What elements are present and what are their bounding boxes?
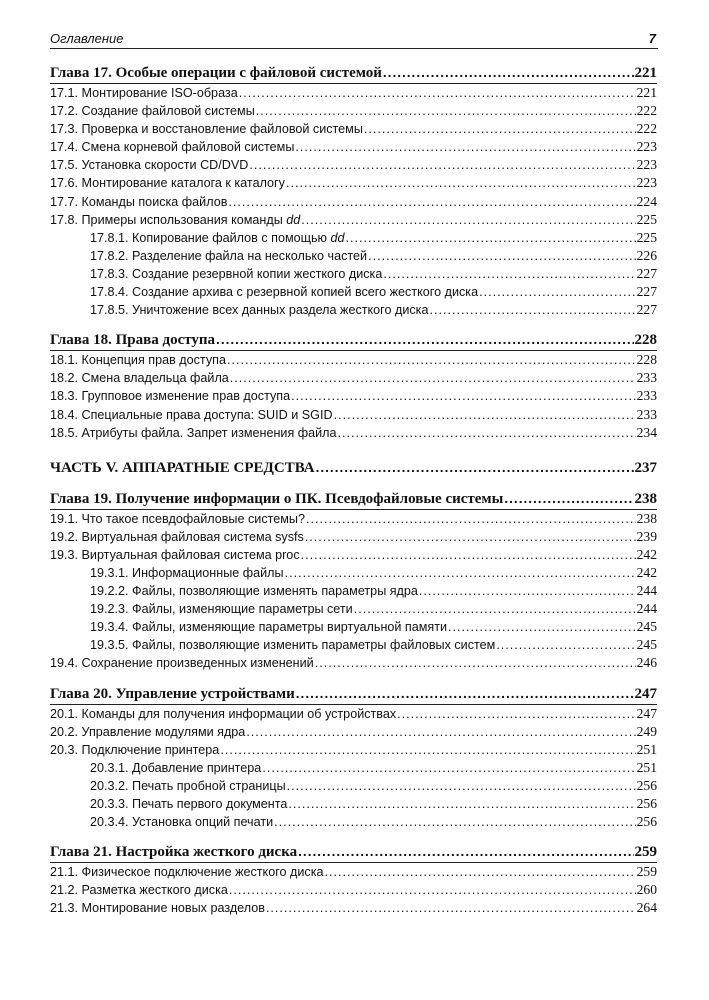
dot-leader xyxy=(230,369,636,387)
toc-page-number: 224 xyxy=(636,193,657,209)
toc-page-number: 251 xyxy=(636,759,657,775)
dot-leader xyxy=(216,331,633,349)
toc-page-number: 227 xyxy=(636,284,657,300)
dot-leader xyxy=(429,301,635,319)
toc-page-number: 249 xyxy=(636,723,657,739)
toc-entry-title: 18.3. Групповое изменение прав доступа xyxy=(50,389,291,404)
toc-entry[interactable] xyxy=(50,813,657,831)
toc-gap xyxy=(50,442,657,459)
toc-page-number: 221 xyxy=(634,65,657,81)
dot-leader xyxy=(316,459,634,477)
dot-leader xyxy=(220,741,635,759)
toc-page-number: 246 xyxy=(636,655,657,671)
toc-entry[interactable] xyxy=(50,863,657,881)
toc-page-number: 256 xyxy=(636,777,657,793)
dot-leader xyxy=(315,654,636,672)
dot-leader xyxy=(448,618,636,636)
toc-entry-title: 17.1. Монтирование ISO-образа xyxy=(50,86,238,100)
dot-leader xyxy=(338,424,636,442)
dot-leader xyxy=(256,102,636,120)
toc-entry[interactable] xyxy=(50,636,657,654)
toc-entry-title: 20.3.3. Печать первого документа xyxy=(90,797,288,811)
toc-entry-title: 17.3. Проверка и восстановление файловой системы xyxy=(50,122,363,137)
toc-page-number: 245 xyxy=(636,637,657,653)
dot-leader xyxy=(504,490,633,508)
toc-page-number: 233 xyxy=(636,406,657,422)
toc-entry-title: 17.8.3. Создание резервной копии жесткого диска xyxy=(90,266,383,281)
dot-leader xyxy=(285,564,636,582)
dot-leader xyxy=(266,899,636,917)
toc-entry[interactable] xyxy=(50,881,657,899)
running-title: Оглавление xyxy=(50,31,124,46)
toc-gap xyxy=(50,319,657,331)
dot-leader xyxy=(239,84,636,102)
dot-leader xyxy=(249,156,635,174)
toc-chapter[interactable] xyxy=(50,843,657,863)
toc-page-number: 259 xyxy=(634,844,657,861)
toc-entry-title: 17.2. Создание файловой системы xyxy=(50,104,255,119)
toc-entry[interactable] xyxy=(50,741,657,759)
toc-entry[interactable] xyxy=(50,618,657,636)
toc-page-number: 244 xyxy=(636,601,657,617)
toc-page-number: 238 xyxy=(634,490,657,507)
toc-entry-title: 19.3.4. Файлы, изменяющие параметры виртуальной памяти xyxy=(90,620,448,635)
dot-leader xyxy=(383,265,635,283)
dot-leader xyxy=(397,705,635,723)
dot-leader xyxy=(346,229,636,247)
toc-entry-title: Глава 19. Получение информации о ПК. Псевдофайловые системы xyxy=(50,490,504,507)
toc-gap xyxy=(50,478,657,490)
dot-leader xyxy=(298,843,633,861)
toc-entry[interactable] xyxy=(50,229,657,247)
dot-leader xyxy=(354,600,636,618)
toc-part[interactable] xyxy=(50,459,657,478)
dot-leader xyxy=(287,777,636,795)
toc-entry[interactable] xyxy=(50,406,657,424)
toc-page-number: 251 xyxy=(636,741,657,757)
toc-entry[interactable] xyxy=(50,777,657,795)
toc-page-number: 264 xyxy=(636,900,657,916)
dot-leader xyxy=(306,510,636,528)
toc-entry[interactable] xyxy=(50,795,657,813)
toc-entry[interactable] xyxy=(50,705,657,723)
toc-page-number: 223 xyxy=(636,175,657,191)
toc-entry-title: 17.4. Смена корневой файловой системы xyxy=(50,140,295,155)
toc-page-number: 233 xyxy=(636,370,657,386)
dot-leader xyxy=(479,283,636,301)
toc-entry[interactable] xyxy=(50,899,657,917)
toc-entry[interactable] xyxy=(50,582,657,600)
toc-entry-title: 19.2.3. Файлы, изменяющие параметры сети xyxy=(90,602,353,617)
dot-leader xyxy=(305,528,636,546)
toc-entry[interactable] xyxy=(50,369,657,387)
toc-chapter[interactable] xyxy=(50,685,657,705)
toc-entry[interactable] xyxy=(50,120,657,138)
toc-entry-title: 20.3.4. Установка опций печати xyxy=(90,815,274,830)
toc-entry-title: 17.8.5. Уничтожение всех данных раздела жесткого диска xyxy=(90,303,429,318)
toc-page-number: 227 xyxy=(636,265,657,281)
toc-page-number: 247 xyxy=(634,685,657,702)
dot-leader xyxy=(383,64,634,82)
toc-entry-title: 17.8.1. Копирование файлов с помощью dd xyxy=(90,230,345,245)
toc-entry[interactable] xyxy=(50,351,657,369)
toc-entry-title: 20.1. Команды для получения информации об устройствах xyxy=(50,706,397,721)
toc-entry-title: 20.3. Подключение принтера xyxy=(50,742,220,757)
toc-entry[interactable] xyxy=(50,193,657,211)
toc-entry[interactable] xyxy=(50,759,657,777)
toc-entry[interactable] xyxy=(50,156,657,174)
toc-entry-title: 17.8.4. Создание архива с резервной копией всего жесткого диска xyxy=(90,285,479,300)
toc-entry-title: 18.4. Специальные права доступа: SUID и SGID xyxy=(50,407,333,422)
toc-entry[interactable] xyxy=(50,102,657,120)
toc-entry-title: 18.5. Атрибуты файла. Запрет изменения файла xyxy=(50,425,337,440)
toc-page-number: 245 xyxy=(636,619,657,635)
dot-leader xyxy=(228,193,635,211)
toc-page-number: 256 xyxy=(636,814,657,830)
toc-page-number: 227 xyxy=(636,302,657,318)
toc-page-number: 242 xyxy=(636,546,657,562)
page-number: 7 xyxy=(648,31,656,46)
toc-gap xyxy=(50,673,657,685)
toc-gap xyxy=(50,831,657,843)
toc-entry-title: 17.8. Примеры использования команды dd xyxy=(50,212,301,227)
toc-page-number: 244 xyxy=(636,583,657,599)
toc-page-number: 223 xyxy=(636,139,657,155)
toc-entry-title: 19.3.5. Файлы, позволяющие изменить параметры файловых систем xyxy=(90,638,496,653)
toc-entry-title: 19.3. Виртуальная файловая система proc xyxy=(50,547,300,562)
toc-entry[interactable] xyxy=(50,138,657,156)
toc-entry[interactable] xyxy=(50,387,657,405)
toc-entry-title: 20.2. Управление модулями ядра xyxy=(50,724,246,739)
toc-page-number: 260 xyxy=(636,882,657,898)
toc-entry[interactable] xyxy=(50,510,657,528)
toc-page-number: 237 xyxy=(634,459,657,476)
toc-page-number: 222 xyxy=(636,103,657,119)
toc-entry[interactable] xyxy=(50,600,657,618)
toc-entry-title: 21.3. Монтирование новых разделов xyxy=(50,901,265,916)
toc-entry-title: 19.3.1. Информационные файлы xyxy=(90,565,284,580)
toc-entry-title: 17.6. Монтирование каталога к каталогу xyxy=(50,176,285,191)
toc-entry[interactable] xyxy=(50,723,657,741)
toc-entry-title: 21.1. Физическое подключение жесткого диска xyxy=(50,865,324,880)
toc-page-number: 233 xyxy=(636,388,657,404)
toc-entry-title: Глава 18. Права доступа xyxy=(50,332,216,349)
toc-entry[interactable] xyxy=(50,546,657,564)
toc-chapter[interactable] xyxy=(50,331,657,351)
toc-page-number: 238 xyxy=(636,510,657,526)
dot-leader xyxy=(364,120,636,138)
toc-page-number: 259 xyxy=(636,864,657,880)
dot-leader xyxy=(291,387,636,405)
toc-page-number: 226 xyxy=(636,247,657,263)
toc-page-number: 225 xyxy=(636,229,657,245)
toc-page-number: 223 xyxy=(636,157,657,173)
toc-page-number: 228 xyxy=(636,352,657,368)
dot-leader xyxy=(325,863,636,881)
dot-leader xyxy=(334,406,636,424)
toc-entry-title: 17.7. Команды поиска файлов xyxy=(50,194,228,209)
table-of-contents xyxy=(50,64,657,917)
dot-leader xyxy=(368,247,636,265)
dot-leader xyxy=(301,546,636,564)
toc-entry-title: 19.4. Сохранение произведенных изменений xyxy=(50,656,314,671)
toc-chapter[interactable] xyxy=(50,490,657,510)
toc-page-number: 239 xyxy=(636,528,657,544)
dot-leader xyxy=(274,813,635,831)
toc-entry[interactable] xyxy=(50,301,657,319)
toc-entry-title: 19.1. Что такое псевдофайловые системы? xyxy=(50,511,305,526)
toc-entry-title: ЧАСТЬ V. АППАРАТНЫЕ СРЕДСТВА xyxy=(50,459,315,476)
toc-page-number: 228 xyxy=(634,332,657,349)
toc-entry-title: 19.2. Виртуальная файловая система sysfs xyxy=(50,529,304,544)
toc-entry-title: Глава 21. Настройка жесткого диска xyxy=(50,844,298,861)
toc-entry-title: 18.2. Смена владельца файла xyxy=(50,371,229,386)
toc-entry-title: Глава 20. Управление устройствами xyxy=(50,685,295,702)
toc-entry[interactable] xyxy=(50,174,657,192)
toc-entry[interactable] xyxy=(50,283,657,301)
toc-page-number: 225 xyxy=(636,211,657,227)
toc-entry[interactable] xyxy=(50,211,657,229)
toc-entry[interactable] xyxy=(50,654,657,672)
toc-page-number: 247 xyxy=(636,705,657,721)
toc-entry[interactable] xyxy=(50,247,657,265)
dot-leader xyxy=(229,881,636,899)
toc-entry-title: 18.1. Концепция прав доступа xyxy=(50,353,226,368)
dot-leader xyxy=(288,795,635,813)
dot-leader xyxy=(286,174,636,192)
dot-leader xyxy=(227,351,636,369)
toc-entry-title: 20.3.2. Печать пробной страницы xyxy=(90,778,286,793)
toc-entry[interactable] xyxy=(50,564,657,582)
toc-entry[interactable] xyxy=(50,424,657,442)
page-header xyxy=(50,28,658,49)
toc-entry-title: Глава 17. Особые операции с файловой системой xyxy=(50,65,382,81)
toc-page-number: 234 xyxy=(636,424,657,440)
toc-page-number: 221 xyxy=(636,85,657,100)
toc-entry[interactable] xyxy=(50,528,657,546)
dot-leader xyxy=(246,723,635,741)
toc-chapter[interactable] xyxy=(50,64,657,84)
dot-leader xyxy=(419,582,636,600)
toc-entry[interactable] xyxy=(50,84,657,102)
toc-entry-title: 17.8.2. Разделение файла на несколько частей xyxy=(90,248,368,263)
toc-entry-title: 20.3.1. Добавление принтера xyxy=(90,760,262,775)
dot-leader xyxy=(262,759,635,777)
toc-page-number: 222 xyxy=(636,121,657,137)
toc-page-number: 256 xyxy=(636,796,657,811)
toc-entry-title: 17.5. Установка скорости CD/DVD xyxy=(50,158,249,173)
toc-entry[interactable] xyxy=(50,265,657,283)
dot-leader xyxy=(296,685,634,703)
toc-page-number: 242 xyxy=(636,564,657,580)
toc-entry-title: 21.2. Разметка жесткого диска xyxy=(50,883,228,898)
dot-leader xyxy=(496,636,635,654)
toc-entry-title: 19.2.2. Файлы, позволяющие изменять параметры ядра xyxy=(90,584,418,599)
dot-leader xyxy=(301,211,635,229)
dot-leader xyxy=(295,138,635,156)
